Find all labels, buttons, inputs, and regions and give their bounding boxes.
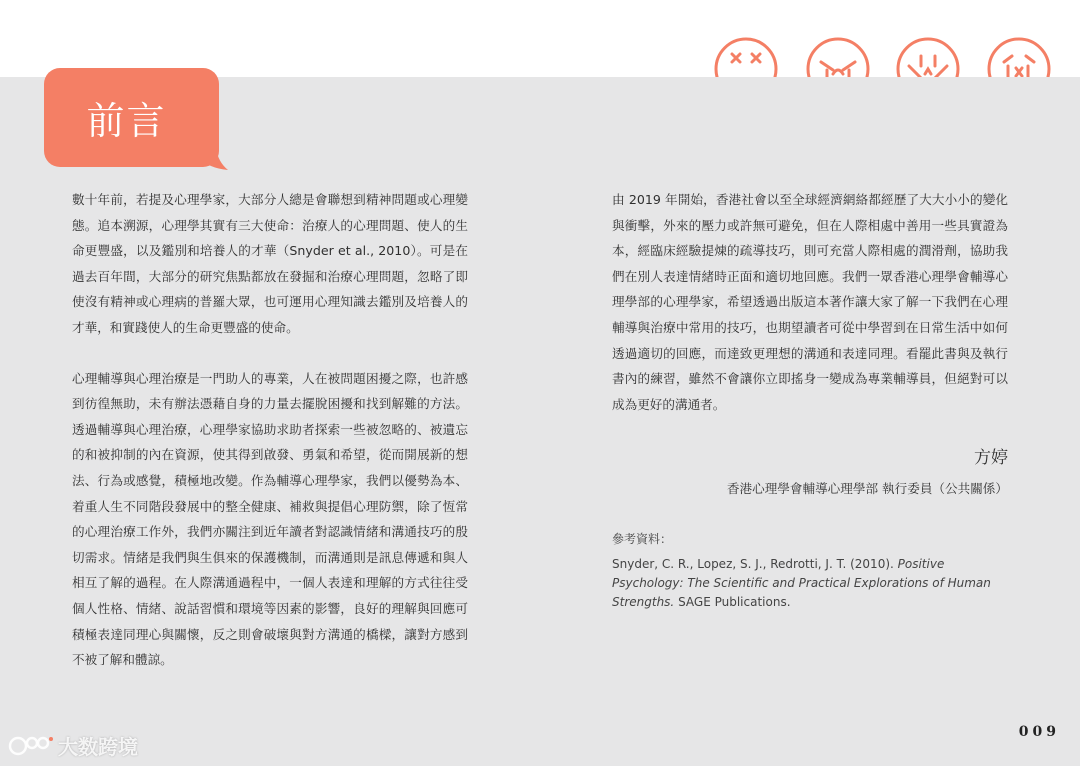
angry-face-icon	[805, 36, 871, 77]
crying-face-icon	[895, 36, 961, 77]
author-name: 方婷	[974, 448, 1008, 468]
page-title: 前言	[86, 99, 167, 143]
watermark-logo-icon	[8, 733, 54, 757]
right-column	[612, 187, 1008, 442]
author-affiliation: 香港心理學會輔導心理學部 執行委員（公共關係）	[726, 481, 1008, 496]
intro-paragraph-3: 由 2019 年開始，香港社會以至全球經濟網絡都經歷了大大小小的變化與衝擊，外來的壓力或許無可避免，但在人際相處中善用一些具實證為本，經臨床經驗提煉的疏導技巧，則可充當人際相處的潤滑劑，協助我們在別人表達情緒時正面和適切地回應。我們一眾香港心理學會輔導心理學部的心理學家，希望透過出版這本著作讓大家了解一下我們在心理輔導與治療中常用的技巧，也期望讀者可從中學習到在日常生活中如何透過適切的回應，而達致更理想的溝通和表達同理。看罷此書與及執行書內的練習，雖然不會讓你立即搖身一變成為專業輔導員，但絕對可以成為更好的溝通者。	[612, 192, 1008, 412]
watermark-text: 大数跨境	[58, 734, 138, 759]
left-column	[72, 187, 468, 698]
page-number: 009	[1018, 724, 1060, 740]
upset-face-icon	[986, 36, 1052, 77]
intro-paragraph-1: 數十年前，若提及心理學家，大部分人總是會聯想到精神問題或心理變態。追本溯源，心理學其實有三大使命：治療人的心理問題、使人的生命更豐盛，以及鑑別和培養人的才華（Snyder et al., 2010）。可是在過去百年間，大部分的研究焦點都放在發掘和治療心理問題，忽略了即使沒有精神或心理病的普羅大眾，也可運用心理知識去鑑別及培養人的才華，和實踐使人的生命更豐盛的使命。	[72, 192, 468, 335]
dizzy-face-icon	[713, 36, 779, 77]
intro-paragraph-2: 心理輔導與心理治療是一門助人的專業，人在被問題困擾之際，也許感到彷徨無助，未有辦法憑藉自身的力量去擺脫困擾和找到解難的方法。透過輔導與心理治療，心理學家協助求助者探索一些被忽略的、被遺忘的和被抑制的內在資源，使其得到啟發、勇氣和希望，從而開展新的想法、行為或感覺，積極地改變。作為輔導心理學家，我們以優勢為本、着重人生不同階段發展中的整全健康、補救與提倡心理防禦，除了恆常的心理治療工作外，我們亦關注到近年讀者對認識情緒和溝通技巧的殷切需求。情緒是我們與生俱來的保護機制，而溝通則是訊息傳遞和與人相互了解的過程。在人際溝通過程中，一個人表達和理解的方式往往受個人性格、情緒、說話習慣和環境等因素的影響，良好的理解與回應可積極表達同理心與關懷，反之則會破壞與對方溝通的橋樑，讓對方感到不被了解和體諒。	[72, 370, 468, 668]
reference-title: Positive Psychology: The Scientific and Practical Explorations of Human Strengths.	[612, 557, 991, 609]
references-heading: 參考資料：	[612, 532, 673, 546]
reference-publisher: SAGE Publications.	[674, 595, 791, 609]
watermark	[8, 730, 138, 760]
reference-entry	[612, 555, 1012, 612]
reference-authors: Snyder, C. R., Lopez, S. J., Redrotti, J. T. (2010).	[612, 557, 898, 571]
emotion-faces	[0, 0, 1080, 77]
